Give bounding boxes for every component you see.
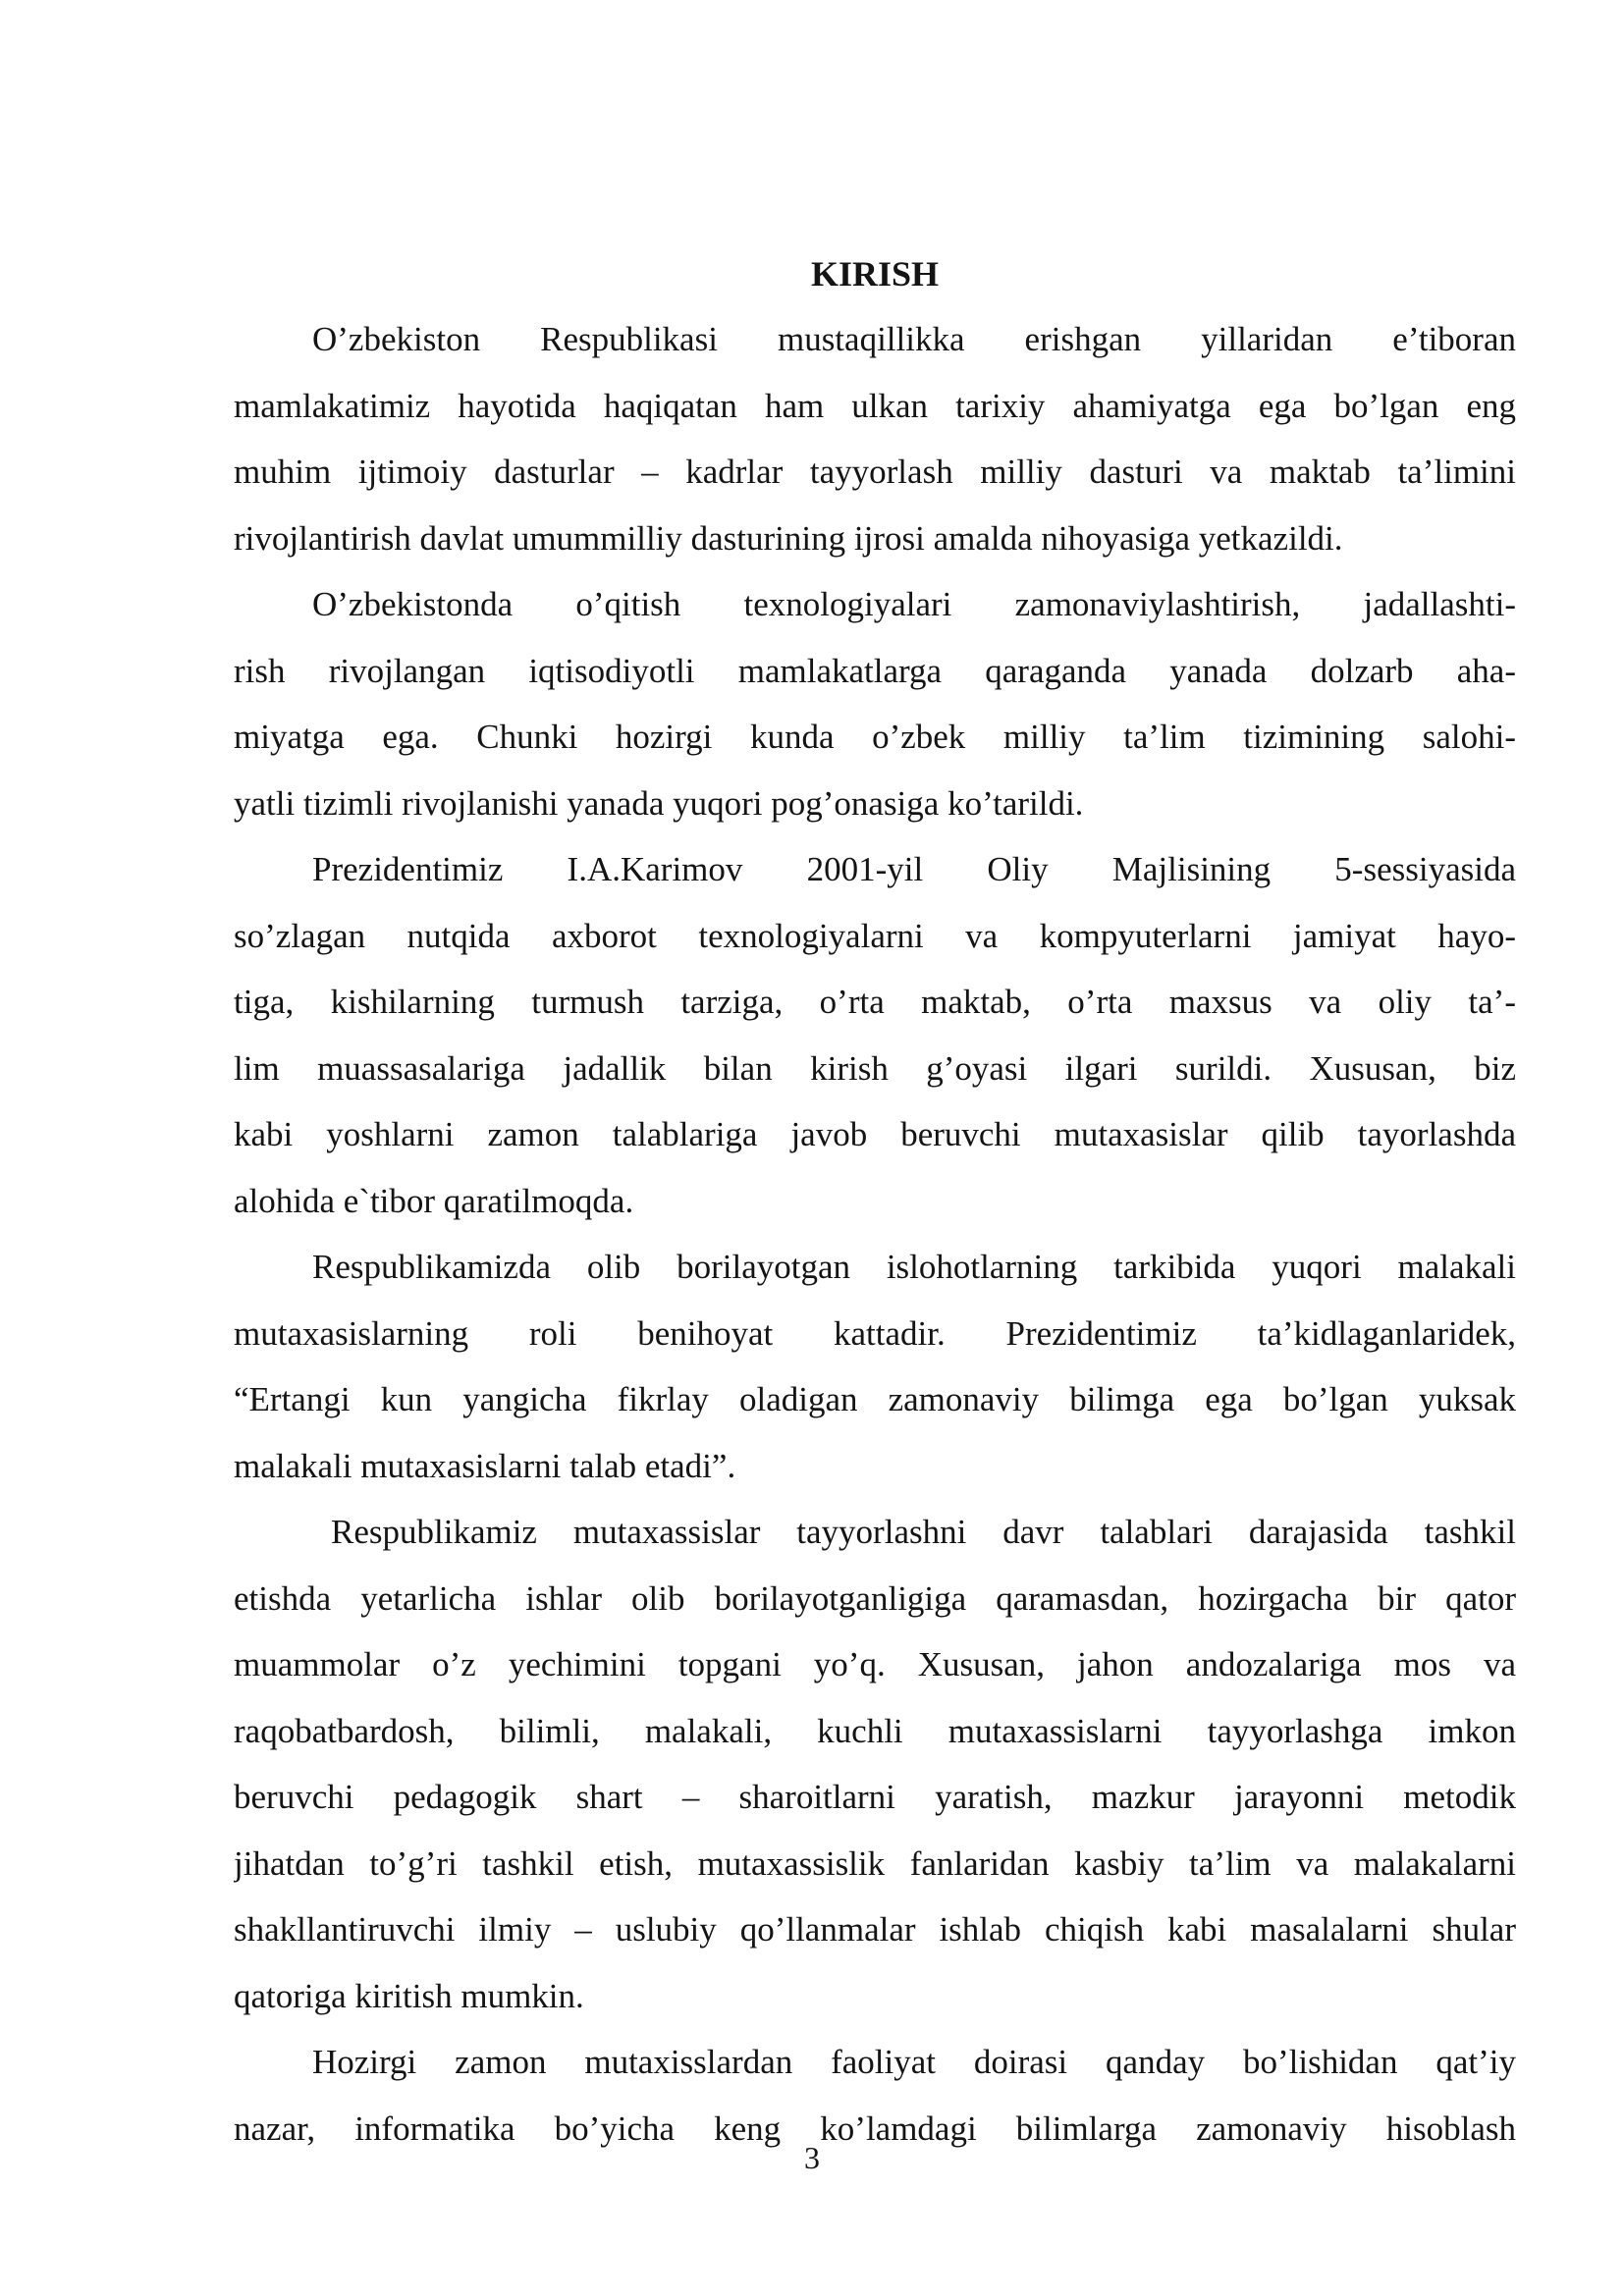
body-text — [234, 306, 1516, 2162]
paragraph-line: Prezidentimiz I.A.Karimov 2001-yil Oliy Majlisining 5-sessiyasida — [312, 850, 1516, 888]
paragraph-line: shakllantiruvchi ilmiy – uslubiy qo’llanmalar ishlab chiqish kabi masalalarni shular — [234, 1910, 1516, 1949]
paragraph-line: rish rivojlangan iqtisodiyotli mamlakatlarga qaraganda yanada dolzarb aha- — [234, 651, 1516, 690]
paragraph — [234, 306, 1516, 571]
paragraph-line: muhim ijtimoiy dasturlar – kadrlar tayyorlash milliy dasturi va maktab ta’limini — [234, 453, 1516, 491]
paragraph-line: “Ertangi kun yangicha fikrlay oladigan zamonaviy bilimga ega bo’lgan yuksak — [234, 1380, 1516, 1418]
paragraph-line: O’zbekiston Respublikasi mustaqillikka erishgan yillaridan e’tiboran — [312, 320, 1516, 358]
paragraph — [234, 1234, 1516, 1499]
paragraph-line: tiga, kishilarning turmush tarziga, o’rta maktab, o’rta maxsus va oliy ta’- — [234, 983, 1516, 1021]
paragraph-line: yatli tizimli rivojlanishi yanada yuqori pog’onasiga ko’tarildi. — [234, 783, 1084, 823]
paragraph-line: malakali mutaxasislarni talab etadi”. — [234, 1446, 736, 1485]
paragraph-line: lim muassasalariga jadallik bilan kirish g’oyasi ilgari surildi. Xususan, biz — [234, 1048, 1516, 1088]
paragraph-line: Respublikamizda olib borilayotgan islohotlarning tarkibida yuqori malakali — [312, 1248, 1516, 1286]
paragraph-line: mutaxasislarning roli benihoyat kattadir. Prezidentimiz ta’kidlaganlaridek, — [234, 1313, 1516, 1353]
paragraph-line: kabi yoshlarni zamon talablariga javob beruvchi mutaxasislar qilib tayorlashda — [234, 1115, 1516, 1153]
paragraph — [234, 571, 1516, 836]
paragraph-line: mamlakatimiz hayotida haqiqatan ham ulkan tarixiy ahamiyatga ega bo’lgan eng — [234, 386, 1516, 425]
page-title: KIRISH — [810, 254, 940, 294]
paragraph — [234, 836, 1516, 1234]
paragraph-line: O’zbekistonda o’qitish texnologiyalari zamonaviylashtirish, jadallashti- — [312, 585, 1516, 623]
paragraph-line: alohida e`tibor qaratilmoqda. — [234, 1181, 634, 1220]
paragraph-line: Respublikamiz mutaxassislar tayyorlashni davr talablari darajasida tashkil — [331, 1513, 1516, 1551]
paragraph-line: qatoriga kiritish mumkin. — [234, 1976, 584, 2015]
paragraph-line: raqobatbardosh, bilimli, malakali, kuchli mutaxassislarni tayyorlashga imkon — [234, 1711, 1516, 1750]
paragraph — [234, 1499, 1516, 2029]
paragraph-line: miyatga ega. Chunki hozirgi kunda o’zbek milliy ta’lim tizimining salohi- — [234, 718, 1516, 756]
paragraph-line: rivojlantirish davlat umummilliy dasturining ijrosi amalda nihoyasiga yetkazildi. — [234, 518, 1343, 558]
paragraph-line: muammolar o’z yechimini topgani yo’q. Xususan, jahon andozalariga mos va — [234, 1645, 1516, 1683]
paragraph-line: nazar, informatika bo’yicha keng ko’lamdagi bilimlarga zamonaviy hisoblash — [234, 2109, 1516, 2148]
paragraph-line: so’zlagan nutqida axborot texnologiyalarni va kompyuterlarni jamiyat hayo- — [234, 916, 1516, 955]
paragraph-line: jihatdan to’g’ri tashkil etish, mutaxassislik fanlaridan kasbiy ta’lim va malakalarni — [234, 1843, 1516, 1883]
paragraph-line: Hozirgi zamon mutaxisslardan faoliyat doirasi qanday bo’lishidan qat’iy — [312, 2043, 1516, 2081]
page-number: 3 — [804, 2140, 820, 2175]
paragraph-line: beruvchi pedagogik shart – sharoitlarni yaratish, mazkur jarayonni metodik — [234, 1778, 1516, 1816]
paragraph-line: etishda yetarlicha ishlar olib borilayotganligiga qaramasdan, hozirgacha bir qator — [234, 1578, 1516, 1618]
